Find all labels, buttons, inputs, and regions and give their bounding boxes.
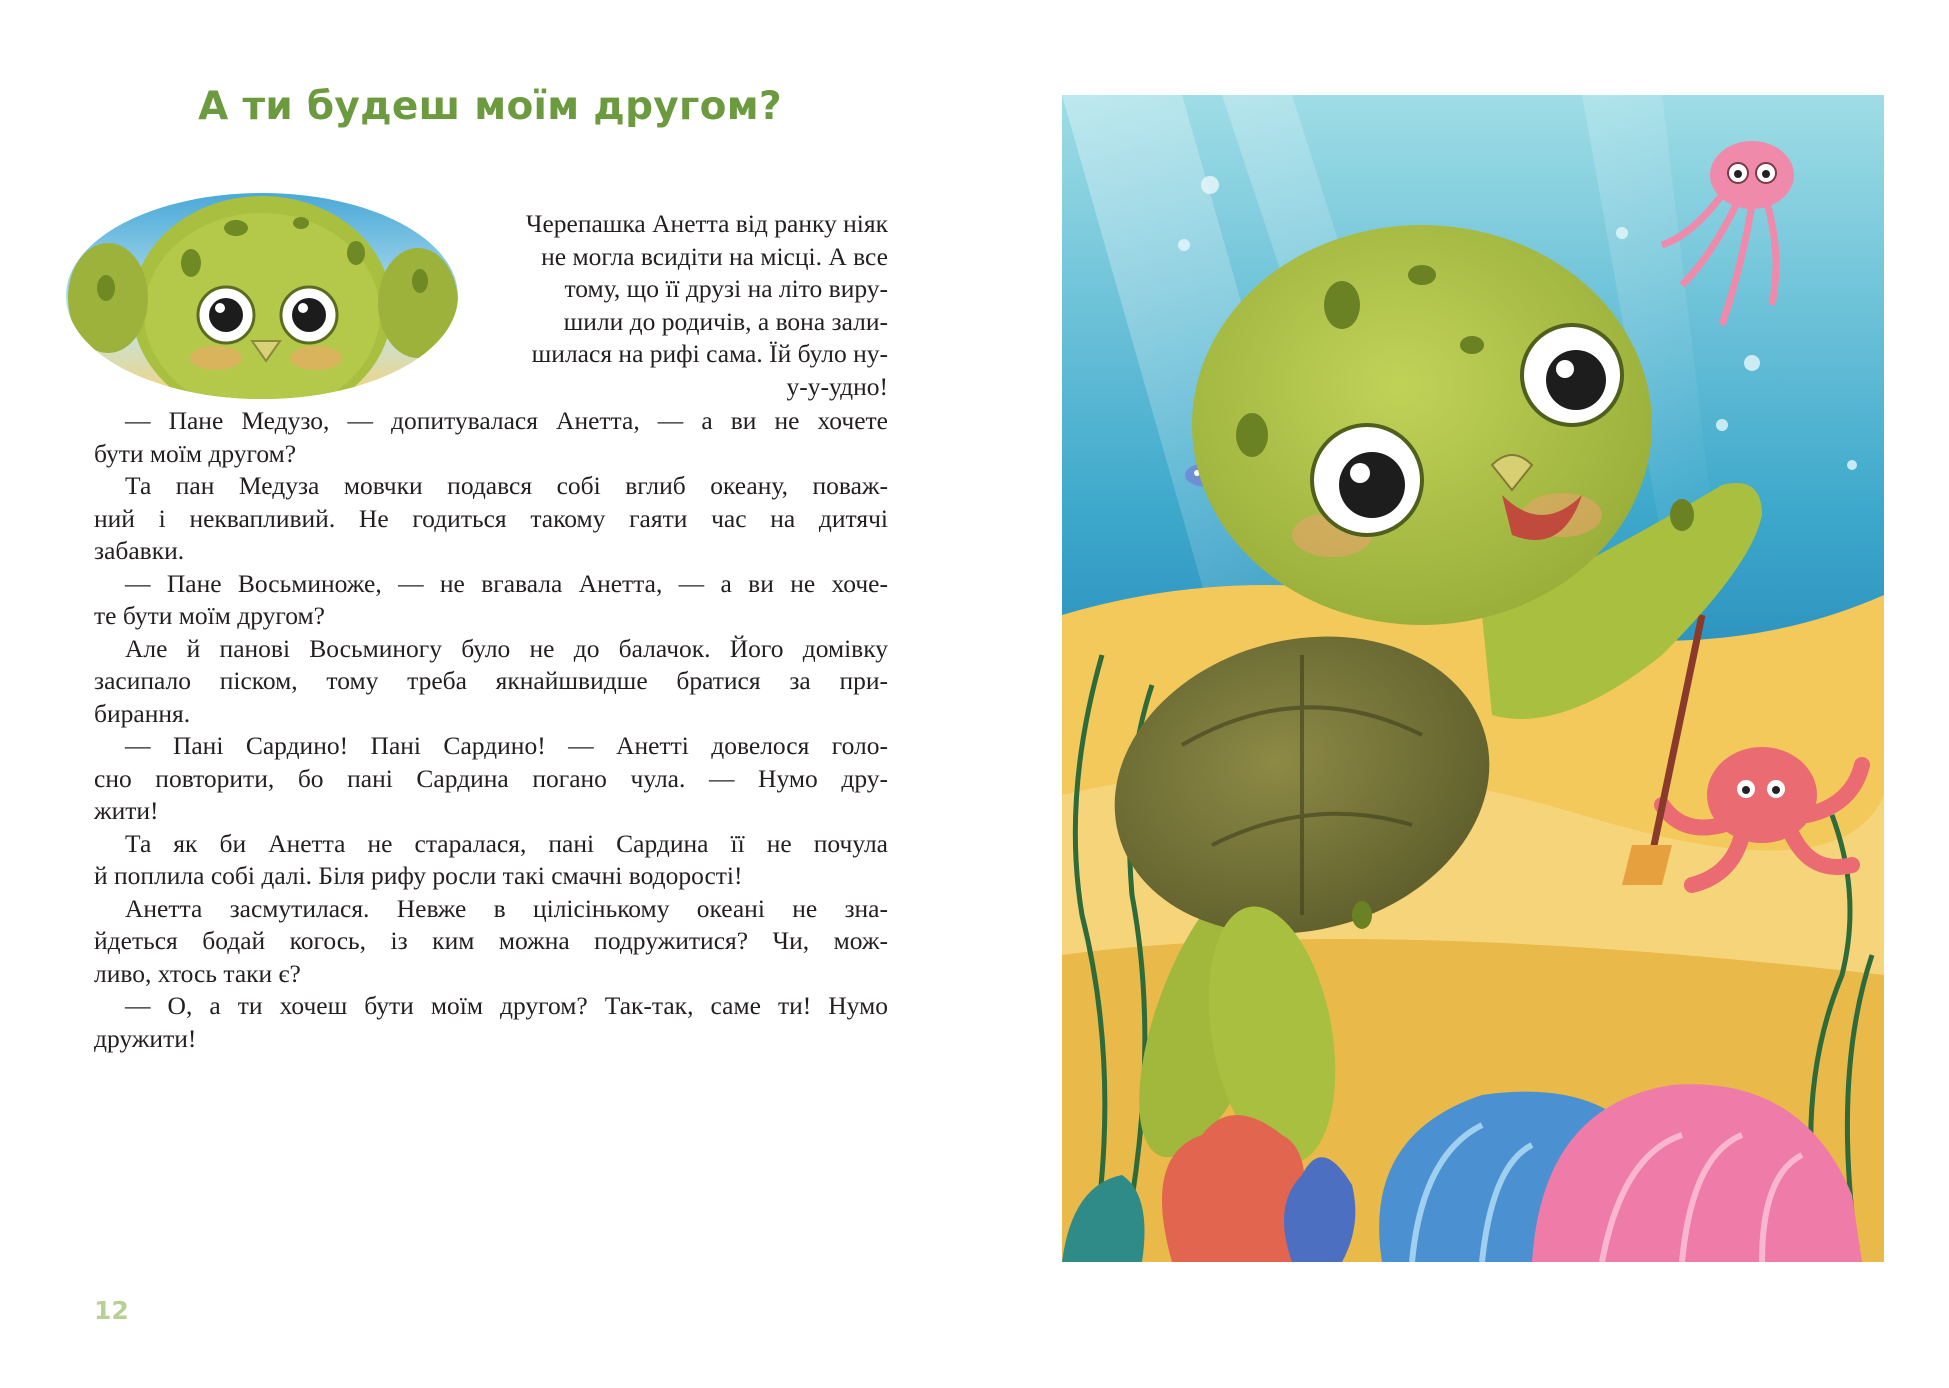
text-line: бути моїм другом? (94, 438, 297, 468)
text-line: Та пан Медуза мовчки подався собі вглиб океану, поваж- (125, 471, 888, 500)
text-line: Черепашка Анетта від ранку ніяк (525, 209, 888, 238)
text-line: засипало піском, тому треба якнайшвидше братися за при- (94, 666, 888, 695)
story-body (94, 405, 888, 1055)
text-line: й поплила собі далі. Біля рифу росли такі смачні водорості! (94, 861, 743, 890)
text-line: дружити! (94, 1023, 197, 1053)
text-line: Анетта засмутилася. Невже в цілісінькому океані не зна- (125, 893, 888, 923)
text-line: — Пане Восьминоже, — не вгавала Анетта, — а ви не хоче- (125, 568, 888, 598)
lead-paragraph (440, 208, 888, 403)
text-line: йдеться бодай когось, із ким можна подружитися? Чи, мож- (94, 926, 888, 955)
story-title: А ти будеш моїм другом? (198, 84, 782, 129)
text-line: ливо, хтось таки є? (94, 958, 301, 988)
text-line: забавки. (94, 536, 185, 565)
text-line: тому, що її друзі на літо виру- (564, 274, 888, 303)
text-line: не могла всидіти на місці. А все (541, 241, 888, 271)
text-line: бирання. (94, 698, 191, 728)
turtle-face-vignette (66, 193, 458, 399)
text-line: те бути моїм другом? (94, 601, 325, 630)
underwater-illustration (1062, 95, 1884, 1262)
text-line: — Пане Медузо, — допитувалася Анетта, — а ви не хочете (125, 406, 888, 435)
page-number: 12 (94, 1296, 129, 1325)
text-line: жити! (94, 796, 159, 825)
text-line: Та як би Анетта не старалася, пані Сардина її не почула (125, 828, 888, 858)
text-line: Але й панові Восьминогу було не до балачок. Його домівку (125, 633, 888, 663)
text-line: — Пані Сардино! Пані Сардино! — Анетті довелося голо- (125, 731, 888, 760)
text-line: ний і неквапливий. Не годиться такому гаяти час на дитячі (94, 503, 888, 533)
text-line: сно повторити, бо пані Сардина погано чула. — Нумо дру- (94, 763, 888, 793)
text-line: шилася на рифі сама. Їй було ну- (531, 339, 888, 368)
text-line: у-у-удно! (786, 371, 888, 401)
text-line: шили до родичів, а вона зали- (563, 306, 888, 336)
turtle-face-icon (66, 193, 458, 399)
illustration-canvas (1062, 95, 1884, 1262)
text-line: — О, а ти хочеш бути моїм другом? Так-так, саме ти! Нумо (125, 991, 888, 1020)
